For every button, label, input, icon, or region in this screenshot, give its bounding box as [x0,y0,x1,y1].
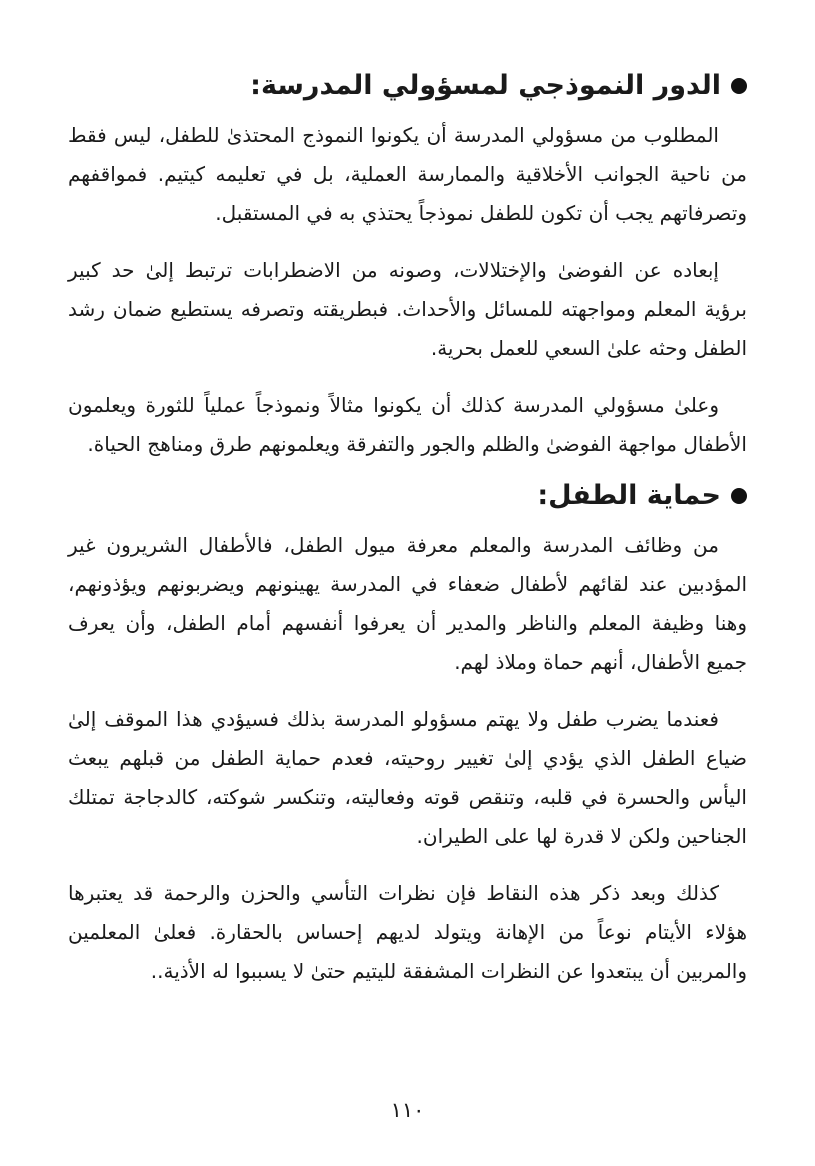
paragraph: وعلىٰ مسؤولي المدرسة كذلك أن يكونوا مثالاً ونموذجاً عملياً للثورة ويعلمون الأطفال مواجهة الفوضىٰ والظلم والجور والتفرقة ويعلمونهم طرق ومناهج الحياة. [68,393,747,456]
section-heading-text: حماية الطفل: [537,480,721,511]
section-heading-role-model [68,66,747,106]
bullet-icon [731,78,747,94]
page-number: ١١٠ [390,1098,425,1122]
paragraph: المطلوب من مسؤولي المدرسة أن يكونوا النموذج المحتذىٰ للطفل، ليس فقط من ناحية الجوانب الأخلاقية والممارسة العملية، بل في تعليمه كيتيم. فمواقفهم وتصرفاتهم يجب أن تكون للطفل نموذجاً يحتذي به في المستقبل. [68,123,747,225]
section-heading-child-protection [68,476,747,516]
paragraph: فعندما يضرب طفل ولا يهتم مسؤولو المدرسة بذلك فسيؤدي هذا الموقف إلىٰ ضياع الطفل الذي يؤدي إلىٰ تغيير روحيته، فعدم حماية الطفل من قبلهم يبعث اليأس والحسرة في قلبه، وتنقص قوته وفعاليته، وتنكسر شوكته، كالدجاجة تمتلك الجناحين ولكن لا قدرة لها على الطيران. [68,707,747,848]
paragraph: من وظائف المدرسة والمعلم معرفة ميول الطفل، فالأطفال الشريرون غير المؤدبين عند لقائهم لأطفال ضعفاء في المدرسة يهينونهم ويضربونهم ويؤذونهم، وهنا وظيفة المعلم والناظر والمدير أن يعرفوا أنفسهم أمام الطفل، وأن يعرف جميع الأطفال، أنهم حماة وملاذ لهم. [68,533,747,674]
document-page [68,60,747,991]
section-heading-text: الدور النموذجي لمسؤولي المدرسة: [250,70,721,101]
paragraph: كذلك وبعد ذكر هذه النقاط فإن نظرات التأسي والحزن والرحمة قد يعتبرها هؤلاء الأيتام نوعاً من الإهانة ويتولد لديهم إحساس بالحقارة. فعلىٰ المعلمين والمربين أن يبتعدوا عن النظرات المشفقة لليتيم حتىٰ لا يسببوا له الأذية.. [68,881,747,983]
bullet-icon [731,488,747,504]
paragraph: إبعاده عن الفوضىٰ والإختلالات، وصونه من الاضطرابات ترتبط إلىٰ حد كبير برؤية المعلم ومواجهته للمسائل والأحداث. فبطريقته وتصرفه يستطيع ضمان رشد الطفل وحثه علىٰ السعي للعمل بحرية. [68,258,747,360]
